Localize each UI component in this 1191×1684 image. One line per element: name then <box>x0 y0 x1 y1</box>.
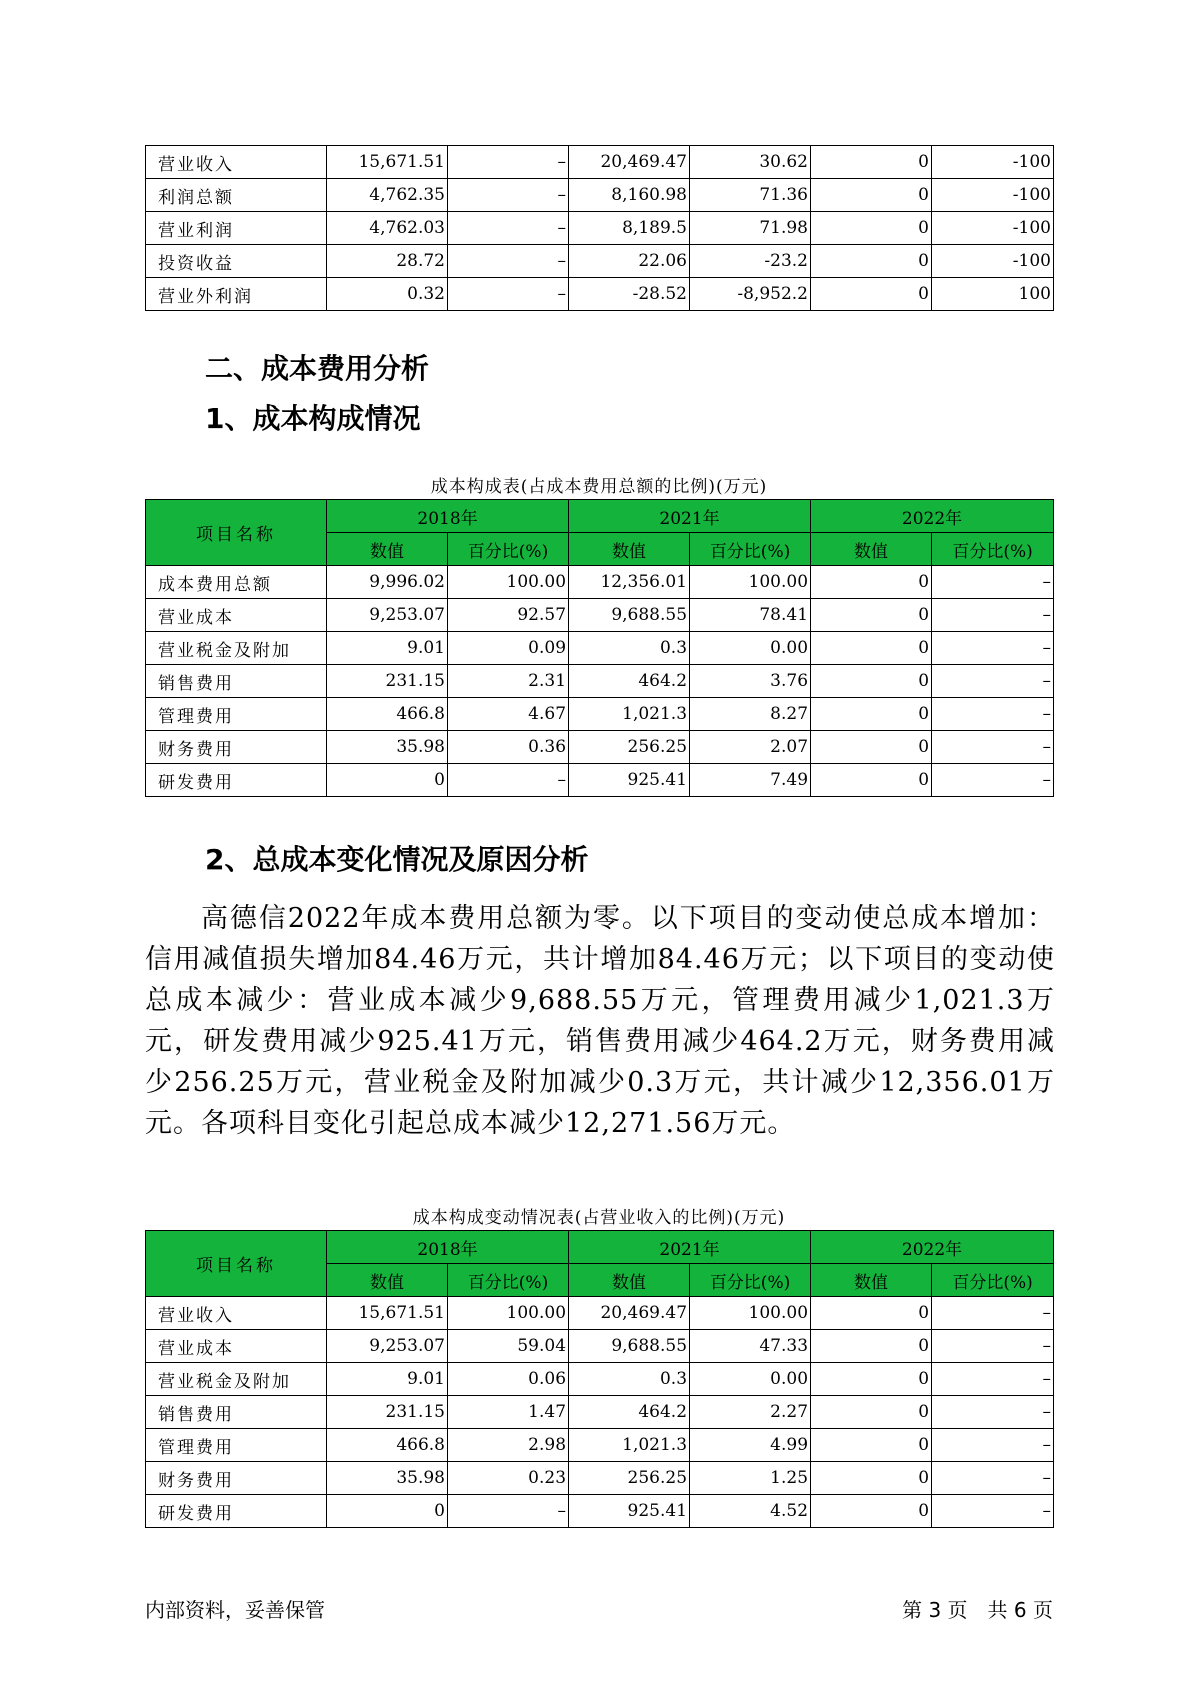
table-cell: – <box>932 1462 1054 1495</box>
table-row <box>146 1495 1054 1528</box>
table-row <box>146 179 1054 212</box>
table-cell: – <box>932 1396 1054 1429</box>
header-percent: 百分比(%) <box>932 533 1054 566</box>
table-cell: 256.25 <box>569 1462 690 1495</box>
table-row <box>146 698 1054 731</box>
table-cell: -28.52 <box>569 278 690 311</box>
table-cell: 4.67 <box>448 698 569 731</box>
header-value: 数值 <box>327 533 448 566</box>
table-cell: 1.47 <box>448 1396 569 1429</box>
header-value: 数值 <box>327 1264 448 1297</box>
row-label: 销售费用 <box>146 665 327 698</box>
table-cell: 464.2 <box>569 1396 690 1429</box>
table-cell: 9,688.55 <box>569 599 690 632</box>
header-value: 数值 <box>811 533 932 566</box>
table-cell: 0 <box>811 599 932 632</box>
table-cell: 0 <box>811 1396 932 1429</box>
table-cell: 12,356.01 <box>569 566 690 599</box>
header-year: 2021年 <box>569 1231 811 1264</box>
table-cell: – <box>448 245 569 278</box>
section-heading-cost-analysis: 二、成本费用分析 <box>205 352 430 385</box>
table-cell: – <box>448 1495 569 1528</box>
table-cell: 0 <box>811 764 932 797</box>
table-cell: – <box>932 566 1054 599</box>
table-cell: 0.36 <box>448 731 569 764</box>
table-cell: 1.25 <box>690 1462 811 1495</box>
row-label: 销售费用 <box>146 1396 327 1429</box>
table-cell: 0 <box>811 566 932 599</box>
table-cell: 925.41 <box>569 764 690 797</box>
table-cell: -100 <box>932 146 1054 179</box>
table-cell: 8,160.98 <box>569 179 690 212</box>
table-cell: 100.00 <box>448 1297 569 1330</box>
header-value: 数值 <box>569 533 690 566</box>
table-cell: – <box>932 1495 1054 1528</box>
table-cell: 925.41 <box>569 1495 690 1528</box>
table-cell: 0 <box>811 632 932 665</box>
row-label: 投资收益 <box>146 245 327 278</box>
table-cell: 100.00 <box>448 566 569 599</box>
header-year: 2021年 <box>569 500 811 533</box>
table-cell: 0 <box>811 1330 932 1363</box>
table-cell: 4,762.35 <box>327 179 448 212</box>
row-label: 营业收入 <box>146 1297 327 1330</box>
table-cell: 71.36 <box>690 179 811 212</box>
table-cell: – <box>932 665 1054 698</box>
table-cell: 35.98 <box>327 731 448 764</box>
table-cell: 9,253.07 <box>327 599 448 632</box>
row-label: 营业税金及附加 <box>146 632 327 665</box>
table-row <box>146 1363 1054 1396</box>
table-cell: 4.99 <box>690 1429 811 1462</box>
table-cell: 7.49 <box>690 764 811 797</box>
table-cell: – <box>448 212 569 245</box>
table-cell: 100.00 <box>690 1297 811 1330</box>
table-cell: -100 <box>932 179 1054 212</box>
table-cell: 1,021.3 <box>569 1429 690 1462</box>
table-cell: -23.2 <box>690 245 811 278</box>
table-cell: – <box>932 1429 1054 1462</box>
header-item-name: 项目名称 <box>146 500 327 566</box>
table-cell: 0 <box>811 146 932 179</box>
row-label: 营业外利润 <box>146 278 327 311</box>
row-label: 营业收入 <box>146 146 327 179</box>
table-cell: – <box>448 764 569 797</box>
analysis-paragraph: 高德信2022年成本费用总额为零。以下项目的变动使总成本增加：信用减值损失增加84.46万元，共计增加84.46万元；以下项目的变动使总成本减少：营业成本减少9,688.55万元，管理费用减少1,021.3万元，研发费用减少925.41万元，销售费用减少464.2万元，财务费用减少256.25万元，营业税金及附加减少0.3万元，共计减少12,356.01万元。各项科目变化引起总成本减少12,271.56万元。 <box>145 903 1055 1139</box>
table-cell: 0.00 <box>690 1363 811 1396</box>
table-cell: 0 <box>327 764 448 797</box>
row-label: 营业税金及附加 <box>146 1363 327 1396</box>
table-cell: 0 <box>811 698 932 731</box>
table-cell: 0 <box>811 245 932 278</box>
row-label: 营业利润 <box>146 212 327 245</box>
row-label: 管理费用 <box>146 1429 327 1462</box>
table1-body <box>146 566 1054 797</box>
table-cell: 71.98 <box>690 212 811 245</box>
table-cell: – <box>448 146 569 179</box>
table-row <box>146 1462 1054 1495</box>
table-cell: 0.09 <box>448 632 569 665</box>
header-percent: 百分比(%) <box>448 1264 569 1297</box>
row-label: 营业成本 <box>146 1330 327 1363</box>
table-row <box>146 1396 1054 1429</box>
table-cell: 22.06 <box>569 245 690 278</box>
table-row <box>146 632 1054 665</box>
header-item-name: 项目名称 <box>146 1231 327 1297</box>
table-cell: 2.27 <box>690 1396 811 1429</box>
row-label: 营业成本 <box>146 599 327 632</box>
subsection-heading-total-cost-change: 2、总成本变化情况及原因分析 <box>205 843 589 876</box>
table-cell: 231.15 <box>327 1396 448 1429</box>
table-cell: 466.8 <box>327 1429 448 1462</box>
table-cell: 20,469.47 <box>569 146 690 179</box>
table-cell: 9,253.07 <box>327 1330 448 1363</box>
table-row <box>146 212 1054 245</box>
table-cell: 8,189.5 <box>569 212 690 245</box>
table-row <box>146 1429 1054 1462</box>
header-percent: 百分比(%) <box>448 533 569 566</box>
table-row <box>146 1297 1054 1330</box>
table-cell: – <box>448 278 569 311</box>
table-cell: 9,688.55 <box>569 1330 690 1363</box>
row-label: 研发费用 <box>146 764 327 797</box>
table-row <box>146 764 1054 797</box>
table-cell: – <box>932 1330 1054 1363</box>
table-cell: 9.01 <box>327 1363 448 1396</box>
profit-table-body <box>146 146 1054 311</box>
row-label: 利润总额 <box>146 179 327 212</box>
table1-caption: 成本构成表(占成本费用总额的比例)(万元) <box>430 477 768 497</box>
table-cell: 78.41 <box>690 599 811 632</box>
table-cell: – <box>932 1363 1054 1396</box>
table-cell: 2.31 <box>448 665 569 698</box>
table-cell: 4,762.03 <box>327 212 448 245</box>
subsection-heading-cost-composition: 1、成本构成情况 <box>205 402 421 435</box>
table-cell: 2.07 <box>690 731 811 764</box>
table-cell: 0 <box>811 1297 932 1330</box>
table-cell: 20,469.47 <box>569 1297 690 1330</box>
table-cell: – <box>932 731 1054 764</box>
table-cell: 28.72 <box>327 245 448 278</box>
table-row <box>146 278 1054 311</box>
table-row <box>146 731 1054 764</box>
table-cell: 0 <box>811 665 932 698</box>
table-cell: 0 <box>811 1462 932 1495</box>
table-cell: 8.27 <box>690 698 811 731</box>
table-cell: 0.00 <box>690 632 811 665</box>
table-cell: – <box>932 698 1054 731</box>
table-cell: 47.33 <box>690 1330 811 1363</box>
table-cell: 0.23 <box>448 1462 569 1495</box>
table2-caption: 成本构成变动情况表(占营业收入的比例)(万元) <box>412 1208 786 1228</box>
table-cell: 3.76 <box>690 665 811 698</box>
table-cell: 0.3 <box>569 1363 690 1396</box>
table-cell: 0 <box>811 212 932 245</box>
table-cell: -100 <box>932 245 1054 278</box>
table-cell: 466.8 <box>327 698 448 731</box>
table-cell: 92.57 <box>448 599 569 632</box>
header-value: 数值 <box>811 1264 932 1297</box>
header-year: 2022年 <box>811 500 1054 533</box>
table-cell: -100 <box>932 212 1054 245</box>
table-cell: 0 <box>811 1495 932 1528</box>
table-cell: 30.62 <box>690 146 811 179</box>
footer-confidential-note: 内部资料，妥善保管 <box>145 1598 325 1622</box>
header-percent: 百分比(%) <box>690 1264 811 1297</box>
table-cell: 1,021.3 <box>569 698 690 731</box>
table-cell: – <box>932 599 1054 632</box>
row-label: 管理费用 <box>146 698 327 731</box>
table-cell: 15,671.51 <box>327 1297 448 1330</box>
table2-header <box>146 1231 1054 1297</box>
table-cell: 0.06 <box>448 1363 569 1396</box>
table-row <box>146 566 1054 599</box>
table-cell: – <box>932 764 1054 797</box>
table-cell: – <box>932 1297 1054 1330</box>
table-cell: 0 <box>811 1363 932 1396</box>
table-cell: 15,671.51 <box>327 146 448 179</box>
row-label: 研发费用 <box>146 1495 327 1528</box>
table-row <box>146 146 1054 179</box>
header-value: 数值 <box>569 1264 690 1297</box>
cost-composition-table <box>145 499 1054 797</box>
table-cell: 35.98 <box>327 1462 448 1495</box>
table2-body <box>146 1297 1054 1528</box>
table-cell: 0.3 <box>569 632 690 665</box>
row-label: 成本费用总额 <box>146 566 327 599</box>
table-cell: -8,952.2 <box>690 278 811 311</box>
table-cell: 0 <box>811 731 932 764</box>
table-cell: 100 <box>932 278 1054 311</box>
table-cell: 0 <box>327 1495 448 1528</box>
table-cell: – <box>932 632 1054 665</box>
table-row <box>146 245 1054 278</box>
header-percent: 百分比(%) <box>932 1264 1054 1297</box>
table-cell: 0 <box>811 179 932 212</box>
table-row <box>146 665 1054 698</box>
header-year: 2018年 <box>327 500 569 533</box>
table-cell: – <box>448 179 569 212</box>
table-cell: 0 <box>811 1429 932 1462</box>
table-cell: 0 <box>811 278 932 311</box>
table-cell: 9.01 <box>327 632 448 665</box>
table-cell: 4.52 <box>690 1495 811 1528</box>
table-cell: 464.2 <box>569 665 690 698</box>
header-year: 2022年 <box>811 1231 1054 1264</box>
row-label: 财务费用 <box>146 1462 327 1495</box>
table-cell: 9,996.02 <box>327 566 448 599</box>
table-cell: 256.25 <box>569 731 690 764</box>
header-year: 2018年 <box>327 1231 569 1264</box>
table-cell: 59.04 <box>448 1330 569 1363</box>
table1-header <box>146 500 1054 566</box>
table-row <box>146 599 1054 632</box>
table-cell: 0.32 <box>327 278 448 311</box>
cost-change-table <box>145 1230 1054 1528</box>
table-cell: 100.00 <box>690 566 811 599</box>
table-row <box>146 1330 1054 1363</box>
profit-table <box>145 145 1054 311</box>
table-cell: 231.15 <box>327 665 448 698</box>
table-cell: 2.98 <box>448 1429 569 1462</box>
row-label: 财务费用 <box>146 731 327 764</box>
footer-page-number: 第 3 页 共 6 页 <box>902 1598 1053 1622</box>
header-percent: 百分比(%) <box>690 533 811 566</box>
